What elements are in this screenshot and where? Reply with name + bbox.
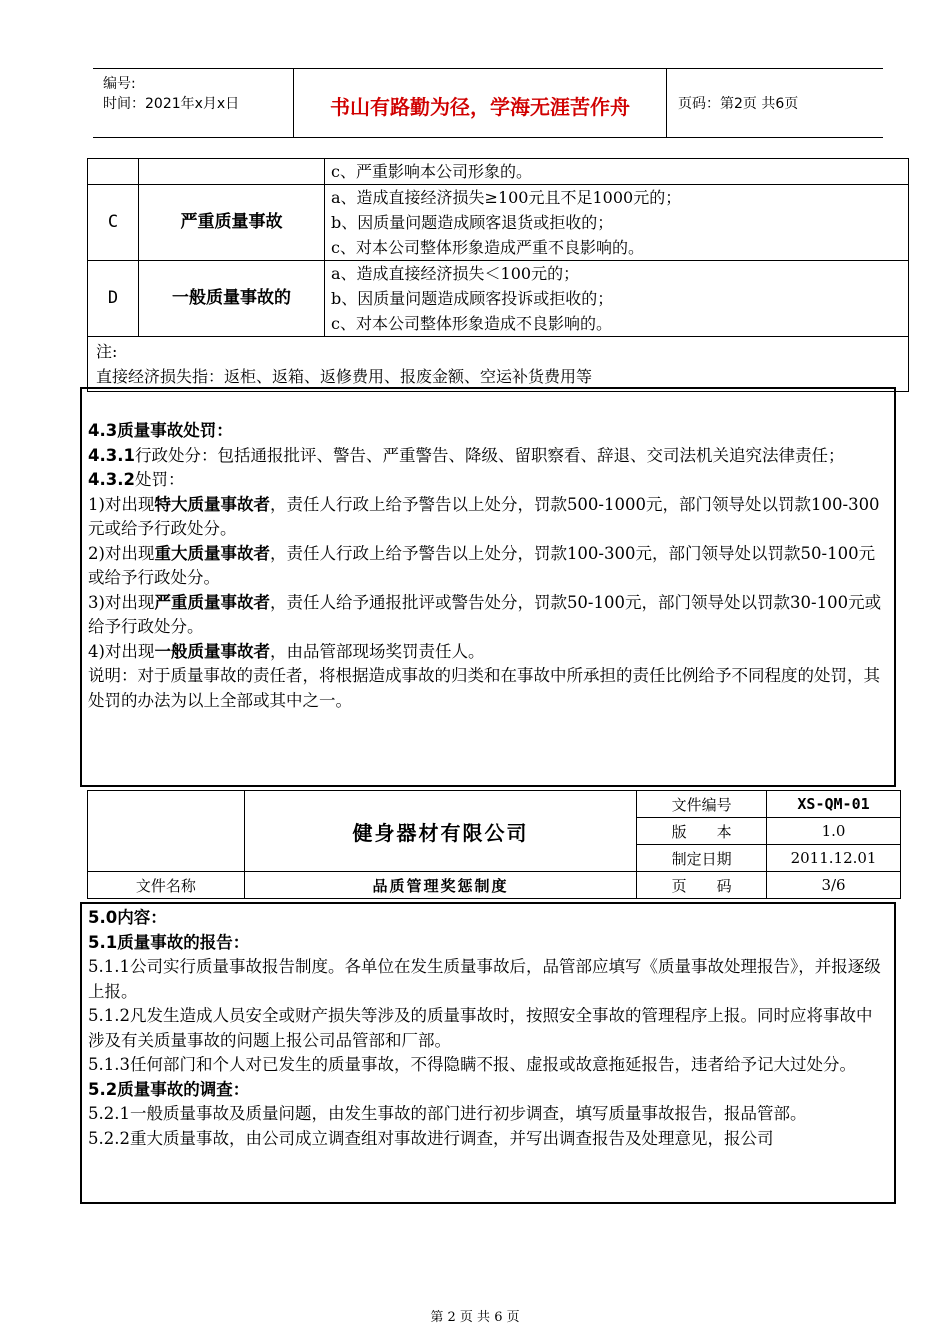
paragraph bbox=[88, 468, 888, 493]
section-heading: 4.3质量事故处罚： bbox=[88, 421, 233, 440]
doc-name: 品质管理奖惩制度 bbox=[244, 872, 636, 899]
clause-text: 行政处分：包括通报批评、警告、严重警告、降级、留职察看、辞退、交司法机关追究法律责任； bbox=[134, 445, 845, 465]
content-section bbox=[80, 902, 896, 1204]
criteria-line: b、因质量问题造成顾客投诉或拒收的； bbox=[331, 289, 614, 308]
table-row bbox=[88, 261, 909, 337]
table-row bbox=[88, 159, 909, 185]
bold-term: 一般质量事故者 bbox=[154, 641, 270, 661]
note-text: 直接经济损失指：返柜、返箱、返修费用、报废金额、空运补货费用等 bbox=[96, 367, 593, 386]
section-heading: 5.0内容： bbox=[88, 908, 167, 927]
level-name: 一般质量事故的 bbox=[139, 261, 325, 337]
file-no: XS-QM-01 bbox=[767, 791, 901, 818]
motto: 书山有路勤为径，学海无涯苦作舟 bbox=[330, 95, 630, 119]
level-table bbox=[87, 158, 909, 392]
clause-number: 4.3.1 bbox=[88, 445, 135, 465]
clause-text: 处罚： bbox=[134, 470, 185, 489]
doc-name-label: 文件名称 bbox=[88, 872, 245, 899]
criteria-line: a、造成直接经济损失＜100元的； bbox=[331, 264, 580, 283]
paragraph: 5.2.1一般质量事故及质量问题，由发生事故的部门进行初步调查，填写质量事故报告，报品管部。 bbox=[88, 1104, 807, 1123]
paragraph bbox=[88, 444, 888, 469]
version: 1.0 bbox=[767, 818, 901, 845]
clause-number: 4.3.2 bbox=[88, 470, 135, 489]
paragraph: 5.1.2凡发生造成人员安全或财产损失等涉及的质量事故时，按照安全事故的管理程序上报。同时应将事故中涉及有关质量事故的问题上报公司品管部和厂部。 bbox=[88, 1006, 873, 1050]
penalty-item: 3)对出现严重质量事故者，责任人给予通报批评或警告处分，罚款50-100元，部门领导处以罚款30-100元或给予行政处分。 bbox=[88, 592, 882, 636]
level-code: D bbox=[88, 261, 139, 337]
subsection-heading: 5.1质量事故的报告： bbox=[88, 932, 250, 952]
criteria-cell bbox=[325, 261, 909, 337]
page-label: 页 码 bbox=[637, 872, 767, 899]
doc-header-table bbox=[87, 790, 901, 899]
paragraph: 5.1.3任何部门和个人对已发生的质量事故，不得隐瞒不报、虚报或故意拖延报告，违者给予记大过处分。 bbox=[88, 1055, 856, 1074]
version-label: 版 本 bbox=[637, 818, 767, 845]
page-header bbox=[93, 68, 883, 138]
remark: 说明：对于质量事故的责任者，将根据造成事故的归类和在事故中所承担的责任比例给予不同程度的处罚，其处罚的办法为以上全部或其中之一。 bbox=[88, 666, 880, 710]
criteria-line: c、对本公司整体形象造成不良影响的。 bbox=[331, 314, 612, 333]
criteria-cell bbox=[325, 159, 909, 185]
header-motto-cell bbox=[294, 69, 667, 137]
criteria-line: a、造成直接经济损失≥100元且不足1000元的； bbox=[331, 188, 682, 207]
page-value: 3/6 bbox=[767, 872, 901, 899]
bold-term: 重大质量事故者 bbox=[154, 543, 270, 563]
level-code: C bbox=[88, 185, 139, 261]
bold-term: 特大质量事故者 bbox=[154, 494, 270, 514]
subsection-heading: 5.2质量事故的调查： bbox=[88, 1079, 250, 1099]
criteria-line: c、对本公司整体形象造成严重不良影响的。 bbox=[331, 238, 644, 257]
criteria-cell bbox=[325, 185, 909, 261]
penalty-item: 1)对出现特大质量事故者，责任人行政上给予警告以上处分，罚款500-1000元，部门领导处以罚款100-300元或给予行政处分。 bbox=[88, 494, 880, 538]
level-name: 严重质量事故 bbox=[139, 185, 325, 261]
paragraph: 5.1.1公司实行质量事故报告制度。各单位在发生质量事故后，品管部应填写《质量事故处理报告》，并报逐级上报。 bbox=[88, 957, 881, 1001]
time-label: 时间：2021年x月x日 bbox=[103, 96, 240, 112]
header-meta-cell bbox=[93, 69, 294, 137]
penalty-item: 4)对出现一般质量事故者，由品管部现场奖罚责任人。 bbox=[88, 641, 485, 661]
header-page-label: 页码：第2页 共6页 bbox=[678, 96, 799, 112]
paragraph: 5.2.2重大质量事故，由公司成立调查组对事故进行调查，并写出调查报告及处理意见，报公司 bbox=[88, 1128, 774, 1148]
carry-line: c、严重影响本公司形象的。 bbox=[331, 162, 532, 181]
company-name: 健身器材有限公司 bbox=[244, 791, 636, 872]
note-label: 注: bbox=[96, 342, 118, 361]
criteria-line: b、因质量问题造成顾客退货或拒收的； bbox=[331, 213, 614, 232]
date-label: 制定日期 bbox=[637, 845, 767, 872]
note-row bbox=[88, 337, 909, 392]
logo-cell bbox=[88, 791, 245, 872]
date: 2011.12.01 bbox=[767, 845, 901, 872]
page-footer: 第 2 页 共 6 页 bbox=[430, 1310, 520, 1325]
bold-term: 严重质量事故者 bbox=[154, 592, 270, 612]
penalty-item: 2)对出现重大质量事故者，责任人行政上给予警告以上处分，罚款100-300元，部门领导处以罚款50-100元或给予行政处分。 bbox=[88, 543, 876, 587]
table-row bbox=[88, 185, 909, 261]
code-label: 编号: bbox=[103, 76, 136, 92]
file-no-label: 文件编号 bbox=[637, 791, 767, 818]
penalty-section bbox=[80, 387, 896, 787]
